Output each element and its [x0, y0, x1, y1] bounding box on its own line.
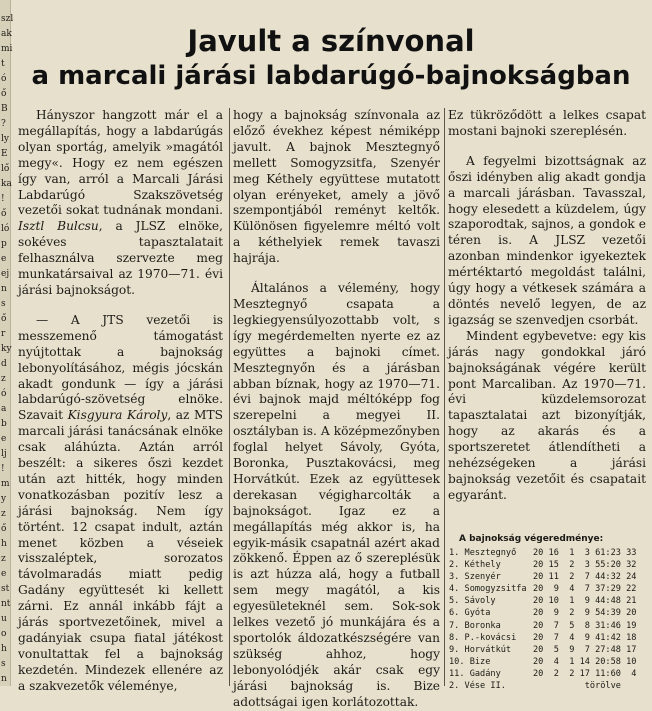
team-stats: törölve — [533, 681, 621, 692]
team-name: 9. Horvátkút — [449, 644, 512, 655]
team-name: 2. Vése II. — [449, 681, 506, 692]
team-stats: 20 7 5 8 31:46 19 — [533, 620, 637, 631]
team-name: 10. Bize — [449, 656, 491, 667]
person-name: Kisgyura Károly — [67, 408, 168, 423]
edge-fragment: h — [1, 539, 7, 549]
edge-fragment: ő — [1, 89, 7, 99]
team-stats: 20 7 4 9 41:42 18 — [533, 632, 637, 643]
edge-fragment: h — [1, 644, 7, 654]
team-stats: 20 16 1 3 61:23 33 — [533, 548, 637, 558]
edge-fragment: e — [1, 254, 7, 264]
edge-fragment: ó — [1, 74, 7, 84]
edge-fragment: z — [1, 554, 6, 564]
paragraph: — A JTS vezetői is messzemenő támogatást nyújtottak a bajnokság lebonyolításához, mégis jócskán akadt gondunk — így a járási labdarúgó-szövetség elnöke. Szavait Kisgyura Károly, az MTS marcali járási tanácsának elnöke csak aláhúzta. Aztán arról beszélt: a sikeres őszi kezdet után azt hitték, hogy minden vonatkozásban pozitív lesz a járási bajnokság. Nem így történt. 12 csapat indult, aztán menet közben a véseiek visszaléptek, sorozatos távolmaradás miatt pedig Gadány együttesét ki kellett zárni. Ez annál inkább fájt a járás sportvezetőinek, mivel a gadányiak csupa fiatal játékost vonultattak fel a bajnokság kezdetén. Mindezek ellenére az a szakvezetők véleménye, — [18, 312, 224, 693]
paragraph: Mindent egybevetve: egy kis járás nagy gondokkal járó bajnokságának végére került pont Marcaliban. Az 1970—71. évi küzdelemsorozat tapasztalatai azt bizonyítják, hogy az akarás és a sportszeretet átlendítheti a nehézségeken a járási bajnokság vezetőit és csapatait egyaránt. — [448, 328, 646, 502]
edge-fragment: s — [1, 659, 6, 669]
team-stats: 20 9 4 7 37:29 22 — [533, 584, 637, 595]
headline-line-2: a marcali járási labdarúgó-bajnokságban — [31, 61, 631, 91]
team-name: 6. Gyóta — [449, 608, 491, 619]
edge-fragment: t — [1, 59, 5, 69]
standings-row — [449, 644, 649, 656]
edge-fragment: o — [1, 629, 7, 639]
standings-row — [449, 656, 649, 668]
edge-fragment: n — [1, 284, 7, 294]
paragraph: Általános a vélemény, hogy Mesztegnyő csapata a legkiegyensúlyozottabb volt, s így megérdemelten nyerte ez az együttes a bajnoki címet. Mesztegnyőn és a járásban abban bíznak, hogy az 1970—71. évi bajnok majd méltóképp fog szerepelni a megyei II. osztályban is. A középmezőnyben foglal helyet Sávoly, Gyóta, Boronka, Pusztakovácsi, meg Horvátkút. Ezek az együttesek derekasan végigharcolták a bajnokságot. Igaz ez a megállapítás még akkor is, ha egyik-másik csapatnál azért akad zökkenő. Éppen az ő szereplésük is azt húzza alá, hogy a futball sem megy magától, a kis egyesületeknél sem. Sok-sok lelkes vezető jó munkájára és a sportolók áldozatkészségére van szükség ahhoz, hogy lebonyolódjék akár csak egy járási bajnokság is. Bize adottságai igen korlátozottak. — [233, 281, 440, 709]
standings-row — [449, 680, 649, 692]
standings-row — [449, 583, 649, 595]
edge-fragment: nt — [1, 599, 11, 609]
article-column-right — [448, 108, 646, 504]
person-name: Isztl Bulcsu — [18, 219, 99, 234]
team-name: 5. Sávoly — [449, 596, 496, 607]
team-stats: 20 11 2 7 44:32 24 — [533, 572, 637, 583]
edge-fragment: ! — [1, 464, 5, 474]
edge-fragment: u — [1, 614, 7, 624]
edge-fragment: y — [1, 494, 7, 504]
headline-line-1: Javult a színvonal — [187, 24, 475, 58]
paragraph: hogy a bajnokság színvonala az előző évekhez képest némiképp javult. A bajnok Mesztegnyő mellett Somogyzsitfa, Szenyér meg Kéthely együttese mutatott olyan erényeket, amely a jövő szempontjából reményt keltők. Különösen figyelemre méltó volt a kéthelyiek remek tavaszi hajrája. — [233, 108, 440, 266]
team-stats: 20 9 2 9 54:39 20 — [533, 608, 637, 619]
article-column-left — [18, 108, 223, 695]
team-name: 11. Gadány — [449, 668, 501, 679]
headline — [10, 24, 652, 94]
edge-fragment: ka — [1, 179, 12, 189]
team-stats: 20 15 2 3 55:20 32 — [533, 560, 637, 571]
standings-row — [449, 620, 649, 632]
team-name: 7. Boronka — [449, 620, 501, 631]
edge-fragment: e — [1, 569, 7, 579]
edge-fragment: lj — [1, 449, 7, 459]
edge-fragment: p — [1, 239, 7, 249]
edge-fragment: m — [1, 479, 10, 489]
standings-row — [449, 632, 649, 644]
edge-fragment: n — [1, 674, 7, 684]
edge-fragment: mi — [1, 44, 13, 54]
paragraph: Ez tükröződött a lelkes csapat mostani bajnoki szereplésén. — [448, 108, 646, 138]
edge-fragment: s — [1, 299, 6, 309]
team-name: 4. Somogyzsitfa — [449, 584, 527, 595]
standings-row — [449, 607, 649, 619]
team-name: 8. P.-kovácsi — [449, 632, 517, 643]
edge-fragment: st — [1, 584, 10, 594]
standings-row — [449, 571, 649, 583]
team-stats: 20 5 9 7 27:48 17 — [533, 644, 637, 655]
edge-fragment: z — [1, 374, 6, 384]
top-strip — [10, 0, 652, 12]
edge-fragment: ky — [1, 344, 12, 354]
team-stats: 20 2 2 17 11:60 4 — [533, 668, 637, 679]
edge-fragment: ej — [1, 269, 10, 279]
edge-fragment: B — [1, 104, 8, 114]
edge-fragment: ő — [1, 209, 7, 219]
edge-fragment: r — [1, 329, 6, 339]
team-stats: 20 10 1 9 44:48 21 — [533, 596, 637, 607]
standings-row — [449, 595, 649, 607]
standings-row — [449, 547, 649, 559]
edge-fragment: ! — [1, 194, 5, 204]
edge-fragment: ak — [1, 29, 12, 39]
edge-fragment: ó — [1, 389, 7, 399]
team-name: 3. Szenyér — [449, 572, 501, 583]
team-stats: 20 4 1 14 20:58 10 — [533, 656, 637, 667]
edge-fragment: e — [1, 434, 7, 444]
edge-fragment: ló — [1, 224, 10, 234]
standings-row — [449, 559, 649, 571]
team-name: 2. Kéthely — [449, 560, 501, 571]
adjacent-page-edge — [0, 0, 14, 686]
column-divider — [444, 108, 445, 686]
edge-fragment: z — [1, 509, 6, 519]
edge-fragment: a — [1, 404, 7, 414]
edge-fragment: ? — [1, 119, 6, 129]
article-column-middle — [233, 108, 440, 711]
edge-fragment: lő — [1, 164, 10, 174]
edge-fragment: b — [1, 419, 7, 429]
team-name: 1. Mesztegnyő — [449, 548, 517, 558]
edge-fragment: E — [1, 149, 8, 159]
paragraph: A fegyelmi bizottságnak az őszi idényben alig akadt gondja a marcali járásban. Tavasszal, hogy elesedett a küzdelem, úgy szaporodtak, sajnos, a gondok e téren is. A JLSZ vezetői azonban mindenkor igyekeztek mértéktartó megoldást találni, úgy hogy a vétkesek számára a döntés nevelő legyen, de az igazság se szenvedjen csorbát. — [448, 153, 646, 327]
edge-fragment: ly — [1, 134, 9, 144]
standings-table — [449, 534, 649, 692]
edge-fragment: szl — [1, 14, 14, 24]
edge-fragment: ő — [1, 524, 7, 534]
standings-row — [449, 668, 649, 680]
paragraph: Hányszor hangzott már el a megállapítás, hogy a labdarúgás olyan sportág, amelyik »magától megy«. Hogy ez nem egészen így van, arról a Marcali Járási Labdarúgó Szakszövetség vezetői sokat tudnának mondani. Isztl Bulcsu, a JLSZ elnöke, sokéves tapasztalatait felhasználva szervezte meg munkatársaival az 1970—71. évi járási bajnokságot. — [18, 108, 223, 297]
edge-fragment: ő — [1, 314, 7, 324]
standings-header: A bajnokság végeredménye: — [459, 534, 604, 544]
edge-fragment: d — [1, 359, 7, 369]
column-divider — [229, 108, 230, 686]
